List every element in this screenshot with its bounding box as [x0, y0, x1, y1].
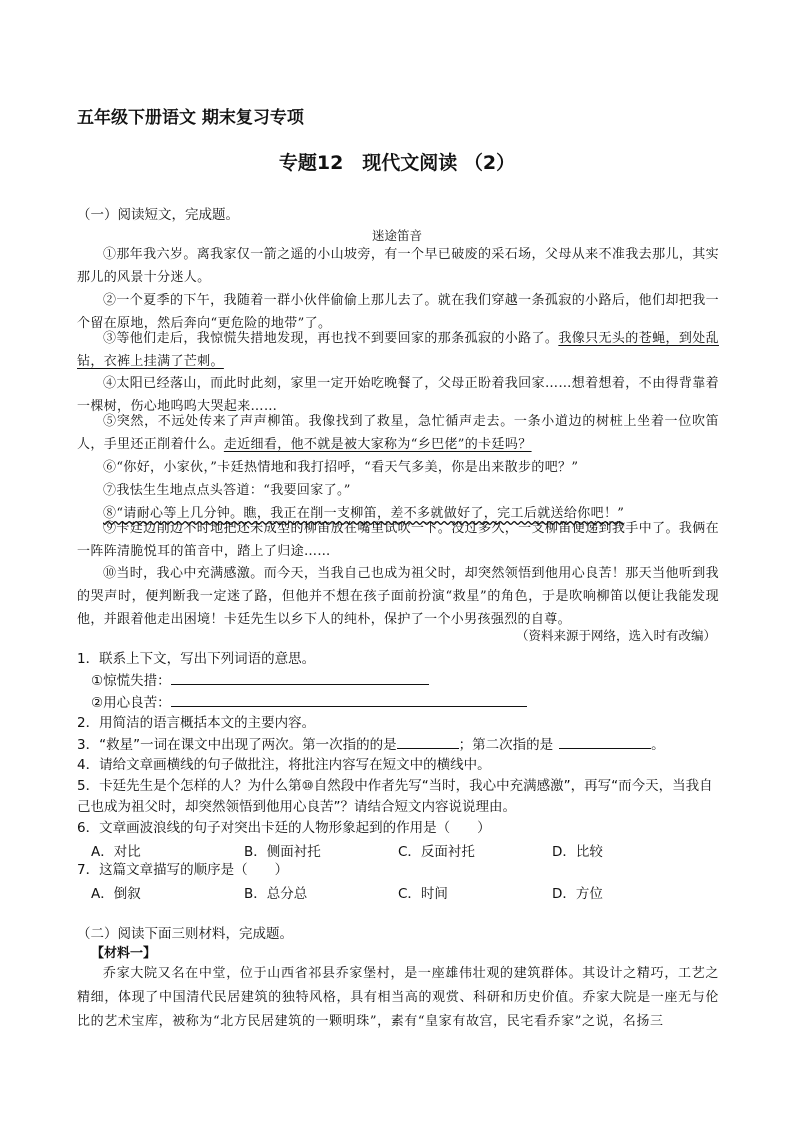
- material-paragraph: 乔家大院又名在中堂，位于山西省祁县乔家堡村，是一座雄伟壮观的建筑群体。其设计之精巧，工艺之精细，体现了中国清代民居建筑的独特风格，具有相当高的观赏、科研和历史价值。乔家大院是一座无与伦比的艺术宝库，被称为“北方民居建筑的一颗明珠”，素有“皇家有故宫，民宅看乔家”之说，名扬三: [77, 966, 719, 1029]
- paragraph-text: ①那年我六岁。离我家仅一箭之遥的小山坡旁，有一个早已破废的采石场，父母从来不准我去那儿，其实那儿的风景十分迷人。: [77, 247, 719, 285]
- question-1b-label: ②用心良苦：: [91, 695, 171, 711]
- answer-line-3a[interactable]: [397, 734, 459, 749]
- question-7: 7．这篇文章描写的顺序是（ ）: [77, 862, 289, 878]
- option-a[interactable]: A．对比: [91, 844, 141, 860]
- wavy-underlined-sentence: ⑧“请耐心等上几分钟。瞧，我正在削一支柳笛，差不多就做好了，完工后就送给你吧！”: [103, 506, 625, 521]
- topic-title: 专题12 现代文阅读 （2）: [278, 152, 516, 174]
- paragraph-7: [77, 479, 719, 502]
- paragraph-10: [77, 562, 719, 631]
- paragraph-text: ⑥“你好，小家伙，”卡廷热情地和我打招呼，“看天气多美，你是出来散步的吧？”: [103, 460, 579, 475]
- question-4: 4．请给文章画横线的句子做批注，将批注内容写在短文中的横线中。: [77, 757, 491, 773]
- question-5: 5．卡廷先生是个怎样的人？为什么第⑩自然段中作者先写“当时，我心中充满感激”，再写“而今天，当我自己也成为祖父时，却突然领悟到他用心良苦”？请结合短文内容说说理由。: [77, 778, 713, 815]
- paragraph-9: [77, 517, 719, 563]
- option-d[interactable]: D．比较: [552, 844, 603, 860]
- paragraph-text: ⑤突然，不远处传来了声声柳笛。我像找到了救星，急忙循声走去。一条小道边的树桩上坐着一位吹笛人，手里还正削着什么。: [77, 414, 719, 452]
- paragraph-text: ③等他们走后，我惊慌失措地发现，再也找不到要回家的那条孤寂的小路了。: [103, 331, 559, 346]
- answer-line-1b[interactable]: [171, 692, 527, 707]
- section1-heading: （一）阅读短文，完成题。: [77, 207, 239, 223]
- option-b[interactable]: B．总分总: [244, 886, 308, 902]
- paragraph-text: ④太阳已经落山，而此时此刻，家里一定开始吃晚餐了，父母正盼着我回家……想着想着，不由得背靠着一棵树，伤心地呜呜大哭起来……: [77, 376, 719, 414]
- paragraph-5: [77, 410, 719, 456]
- option-a[interactable]: A．倒叙: [91, 886, 141, 902]
- answer-line-1a[interactable]: [171, 670, 429, 685]
- question-3: [77, 734, 719, 756]
- paragraph-3: [77, 327, 719, 373]
- question-3-text: 。: [651, 737, 665, 753]
- underlined-sentence: 我像只无头的苍蝇，到处乱钻，衣裤上挂满了芒刺。: [77, 331, 720, 369]
- question-6: 6．文章画波浪线的句子对突出卡廷的人物形象起到的作用是（ ）: [77, 820, 491, 836]
- source-note: （资料来源于网络，选入时有改编）: [515, 628, 716, 643]
- paragraph-6: [77, 456, 719, 479]
- paragraph-text: ⑨卡廷边削边不时地把还未成型的柳笛放在嘴里试吹一下。没过多久，一支柳笛便递到我手中了。我俩在一阵阵清脆悦耳的笛音中，踏上了归途……: [77, 521, 719, 559]
- story-title: 迷途笛音: [371, 228, 422, 243]
- paragraph-1: [77, 243, 719, 289]
- option-b[interactable]: B．侧面衬托: [244, 844, 321, 860]
- question-1: 1．联系上下文，写出下列词语的意思。: [77, 651, 316, 667]
- option-c[interactable]: C．时间: [398, 886, 448, 902]
- question-1b: [91, 692, 733, 714]
- worksheet-header: 五年级下册语文 期末复习专项: [77, 108, 304, 128]
- question-1a: [91, 670, 733, 692]
- answer-line-3b[interactable]: [559, 734, 651, 749]
- paragraph-text: ⑦我怯生生地点点头答道：“我要回家了。”: [103, 483, 351, 498]
- underlined-sentence: 走近细看，他不就是被大家称为“乡巴佬”的卡廷吗？: [223, 437, 532, 452]
- option-d[interactable]: D．方位: [552, 886, 603, 902]
- paragraph-text: ②一个夏季的下午，我随着一群小伙伴偷偷上那儿去了。就在我们穿越一条孤寂的小路后，他们却把我一个留在原地，然后奔向“更危险的地带”了。: [77, 293, 719, 331]
- question-3-text: 3．“救星”一词在课文中出现了两次。第一次指的的是: [77, 737, 397, 753]
- paragraph-text: ⑩当时，我心中充满感激。而今天，当我自己也成为祖父时，却突然领悟到他用心良苦！那天当他听到我的哭声时，便判断我一定迷了路，但他并不想在孩子面前扮演“救星”的角色，于是吹响柳笛以便让我能发现他，并跟着他走出困境！卡廷先生以乡下人的纯朴，保护了一个小男孩强烈的自尊。: [77, 566, 719, 627]
- option-c[interactable]: C．反面衬托: [398, 844, 475, 860]
- question-2: 2．用简洁的语言概括本文的主要内容。: [77, 715, 316, 731]
- material-label: 【材料一】: [91, 946, 157, 961]
- question-1a-label: ①惊慌失措：: [91, 673, 171, 689]
- question-3-text: ；第二次指的是: [458, 737, 554, 753]
- section2-heading: （二）阅读下面三则材料，完成题。: [77, 926, 293, 942]
